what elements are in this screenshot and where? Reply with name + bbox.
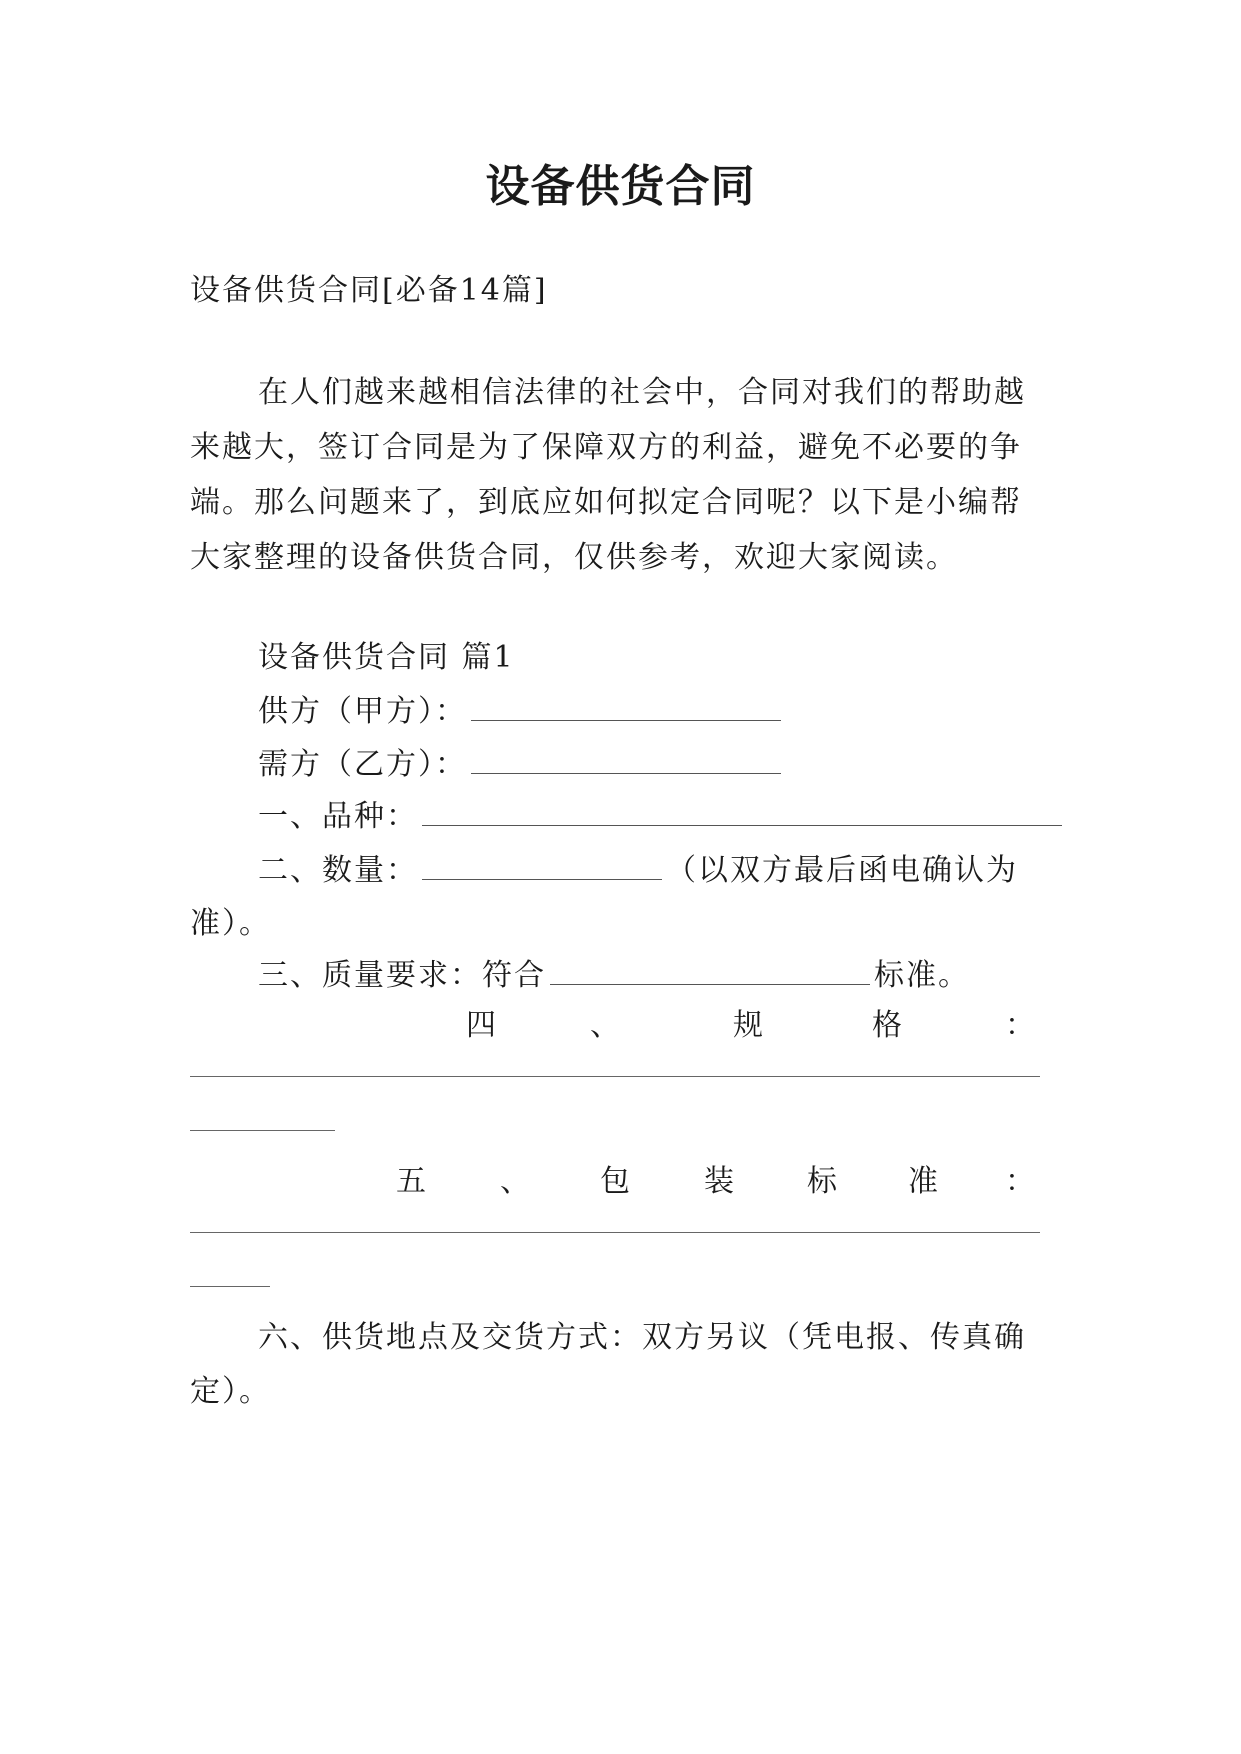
item-quantity-tail: 准）。	[190, 906, 271, 941]
supplier-blank	[471, 696, 781, 721]
item-quantity-label: 二、数量：	[258, 853, 418, 888]
item-spec-char-4: 格	[872, 1008, 902, 1043]
document-subtitle: 设备供货合同[必备14篇]	[190, 273, 548, 308]
buyer-blank	[471, 749, 781, 774]
intro-line-3: 端。那么问题来了，到底应如何拟定合同呢？以下是小编帮	[190, 485, 1022, 520]
item-quality-label: 三、质量要求：符合	[258, 958, 546, 993]
item-pack-char-5: 标	[807, 1164, 837, 1199]
item-quantity-line	[258, 845, 1018, 889]
buyer-line	[258, 739, 785, 783]
item-quality-line	[258, 950, 970, 994]
item-spec-char-1: 四	[466, 1008, 496, 1043]
item-delivery-line-1: 六、供货地点及交货方式：双方另议（凭电报、传真确	[258, 1320, 1026, 1355]
intro-line-4: 大家整理的设备供货合同，仅供参考，欢迎大家阅读。	[190, 540, 958, 575]
item-pack-blank-2	[190, 1286, 270, 1287]
item-pack-char-4: 装	[704, 1164, 734, 1199]
item-spec-blank-2	[190, 1130, 335, 1131]
item-pack-char-2: 、	[500, 1164, 530, 1199]
item-quantity-note: （以双方最后函电确认为	[666, 853, 1018, 888]
intro-line-1: 在人们越来越相信法律的社会中，合同对我们的帮助越	[258, 375, 1026, 410]
item-quantity-blank	[422, 855, 662, 880]
item-pack-char-6: 准	[908, 1164, 938, 1199]
item-variety-blank	[422, 801, 1062, 826]
item-spec-char-3: 规	[733, 1008, 763, 1043]
item-quality-blank	[550, 960, 870, 985]
item-quality-tail: 标准。	[874, 958, 970, 993]
supplier-line	[258, 686, 785, 730]
intro-line-2: 来越大，签订合同是为了保障双方的利益，避免不必要的争	[190, 430, 1022, 465]
item-spec-char-2: 、	[590, 1008, 620, 1043]
buyer-label: 需方（乙方）：	[258, 747, 467, 782]
item-delivery-line-2: 定）。	[190, 1374, 271, 1409]
item-spec-char-5: ：	[1005, 1008, 1035, 1043]
document-title: 设备供货合同	[485, 161, 756, 212]
item-pack-char-7: ：	[1005, 1164, 1035, 1199]
item-variety-line	[258, 791, 1066, 835]
item-pack-blank-1	[190, 1232, 1040, 1233]
item-spec-blank-1	[190, 1076, 1040, 1077]
item-pack-char-3: 包	[600, 1164, 630, 1199]
item-variety-label: 一、品种：	[258, 799, 418, 834]
section-title: 设备供货合同 篇1	[258, 640, 515, 675]
item-pack-char-1: 五	[396, 1164, 426, 1199]
supplier-label: 供方（甲方）：	[258, 694, 467, 729]
